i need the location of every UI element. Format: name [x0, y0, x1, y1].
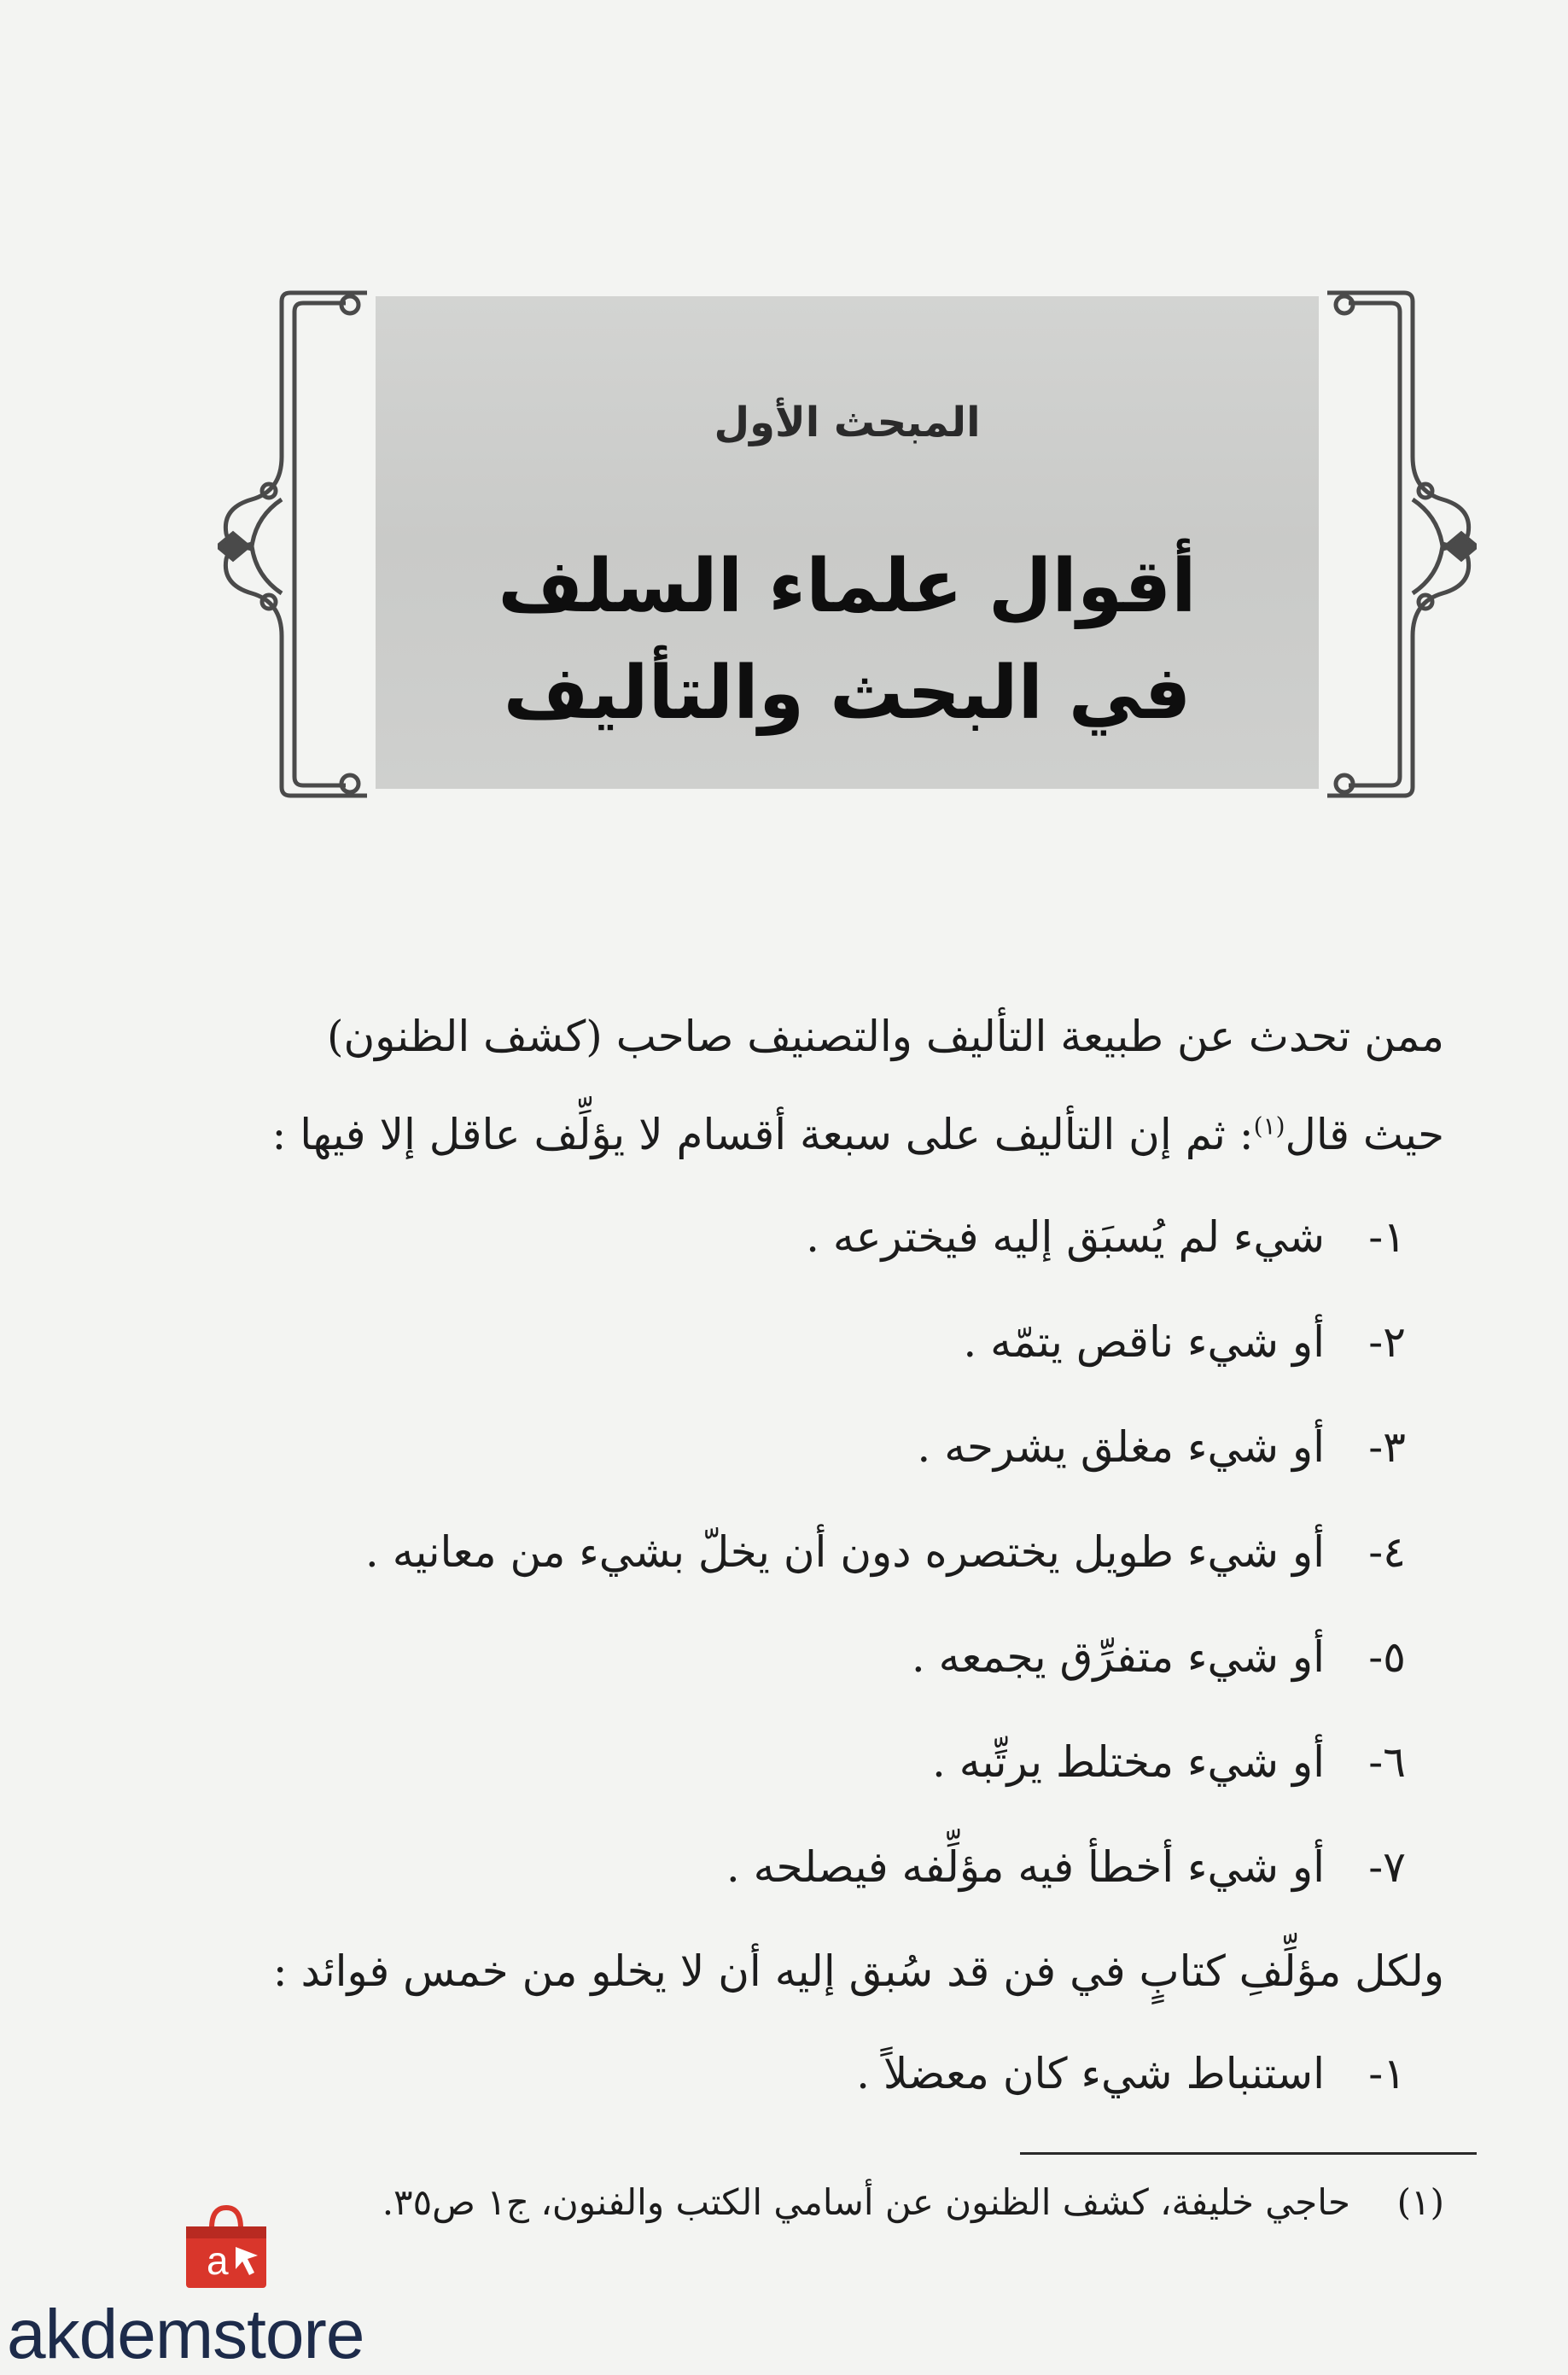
list-item [932, 1737, 1406, 1787]
section-label: المبحث الأول [714, 399, 981, 446]
list-item [806, 1212, 1406, 1262]
left-bracket-ornament [218, 293, 367, 796]
list-number: ٣- [1368, 1422, 1406, 1472]
chapter-title-line-2: في البحث والتأليف [503, 651, 1192, 736]
list-text: أو شيء طويل يختصره دون أن يخلّ بشيء من معانيه . [364, 1527, 1325, 1577]
intro-line-1: ممن تحدث عن طبيعة التأليف والتصنيف صاحب (كشف الظنون) [326, 1012, 1444, 1061]
list-item [917, 1422, 1406, 1472]
list-number: ١- [1368, 1212, 1406, 1262]
list-item [365, 1527, 1406, 1577]
list-number: ٥- [1368, 1632, 1406, 1682]
list-item [912, 1632, 1406, 1682]
list-number: ٧- [1368, 1842, 1406, 1892]
list-item [856, 2049, 1406, 2098]
intro-line-2 [272, 1110, 1444, 1159]
five-benefits-paragraph: ولكل مؤلِّفِ كتابٍ في فن قد سُبق إليه أن لا يخلو من خمس فوائد : [272, 1946, 1444, 1996]
chapter-title-line-1: أقوال علماء السلف [498, 544, 1197, 629]
list-text: أو شيء متفرِّق يجمعه . [911, 1632, 1325, 1682]
list-text: أو شيء ناقص يتمّه . [963, 1317, 1325, 1367]
intro-line-2-rest: : ثم إن التأليف على سبعة أقسام لا يؤلِّف عاقل إلا فيها : [271, 1110, 1254, 1159]
list-number: ٢- [1368, 1317, 1406, 1367]
list-text: أو شيء مختلط يرتِّبه . [931, 1737, 1325, 1787]
svg-text:a: a [207, 2238, 229, 2283]
footnote [382, 2181, 1444, 2223]
footnote-divider [1020, 2152, 1477, 2155]
list-text: شيء لم يُسبَق إليه فيخترعه . [806, 1212, 1325, 1262]
footnote-reference: (١) [1253, 1112, 1285, 1141]
store-watermark-logo [0, 2194, 478, 2374]
list-item [726, 1842, 1406, 1892]
list-text: استنباط شيء كان معضلاً . [856, 2049, 1325, 2098]
list-item [963, 1317, 1406, 1367]
ornament-frame-icon [218, 286, 1477, 802]
list-text: أو شيء أخطأ فيه مؤلِّفه فيصلحه . [726, 1842, 1325, 1892]
shopping-bag-icon [179, 2204, 273, 2290]
list-number: ٦- [1368, 1737, 1406, 1787]
right-bracket-ornament [1327, 293, 1477, 796]
list-text: أو شيء مغلق يشرحه . [917, 1422, 1325, 1472]
store-wordmark: akdemstore [7, 2296, 364, 2373]
footnote-number: (١) [1396, 2181, 1444, 2223]
footnote-text: حاجي خليفة، كشف الظنون عن أسامي الكتب والفنون، ج١ ص٣٥. [382, 2181, 1350, 2223]
list-number: ١- [1368, 2049, 1406, 2098]
intro-line-2-start: حيث قال [1285, 1110, 1444, 1159]
list-number: ٤- [1368, 1527, 1406, 1577]
chapter-title-frame [218, 286, 1477, 802]
